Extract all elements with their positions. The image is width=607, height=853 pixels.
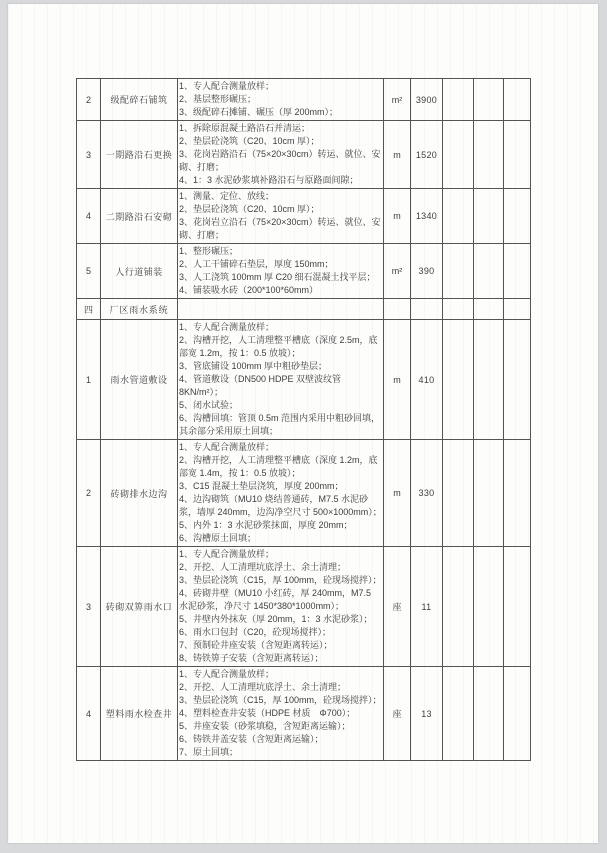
unit-cell: 座: [384, 547, 411, 667]
empty-cell-1: [443, 189, 474, 244]
item-name: 砖砌排水边沟: [101, 440, 178, 547]
empty-cell-3: [504, 547, 531, 667]
boq-table-body: [77, 79, 531, 761]
item-row: [77, 440, 531, 547]
work-description: [178, 667, 384, 761]
empty-cell-1: [443, 121, 474, 189]
desc-line: 2、人工干铺碎石垫层，厚度 150mm；: [179, 259, 334, 269]
desc-line: 1、测量、定位、放线；: [179, 191, 275, 201]
unit-cell: m: [384, 121, 411, 189]
empty-cell-2: [474, 320, 504, 440]
desc-line: 5、闭水试验；: [179, 400, 239, 410]
row-number: 四: [77, 299, 101, 320]
desc-line: 2、垫层砼浇筑（C20、10cm 厚）；: [179, 204, 320, 214]
unit-cell: m: [384, 440, 411, 547]
desc-line: 1、整形碾压；: [179, 246, 239, 256]
item-row: [77, 121, 531, 189]
desc-line: 1、专人配合测量放样；: [179, 442, 275, 452]
item-row: [77, 244, 531, 299]
empty-cell-2: [474, 244, 504, 299]
desc-line: 2、垫层砼浇筑（C20、10cm 厚）；: [179, 136, 320, 146]
desc-line: 7、原土回填；: [179, 747, 239, 757]
empty-cell-2: [474, 121, 504, 189]
empty-cell-1: [443, 244, 474, 299]
work-description: [178, 244, 384, 299]
item-row: [77, 320, 531, 440]
desc-line: 5、井壁内外抹灰（厚 20mm，1：3 水泥砂浆）；: [179, 614, 373, 624]
empty-cell-1: [443, 667, 474, 761]
empty-cell-2: [474, 79, 504, 121]
quantity-cell: [411, 299, 443, 320]
row-number: 3: [77, 547, 101, 667]
unit-cell: m²: [384, 244, 411, 299]
desc-line: 6、雨水口包封（C20，砼现场搅拌）；: [179, 627, 332, 637]
desc-line: 2、开挖、人工清理坑底浮土、余土清理；: [179, 562, 347, 572]
item-name: 人行道铺装: [101, 244, 178, 299]
item-row: [77, 667, 531, 761]
desc-line: 1、拆除原混凝土路沿石并清运；: [179, 123, 311, 133]
empty-cell-1: [443, 547, 474, 667]
work-description: [178, 440, 384, 547]
empty-cell-3: [504, 189, 531, 244]
item-row: [77, 79, 531, 121]
quantity-cell: 1520: [411, 121, 443, 189]
item-row: [77, 189, 531, 244]
item-name: 雨水管道敷设: [101, 320, 178, 440]
empty-cell-2: [474, 547, 504, 667]
desc-line: 1、专人配合测量放样；: [179, 322, 275, 332]
quantity-cell: 330: [411, 440, 443, 547]
desc-line: 4、边沟砌筑（MU10 烧结普通砖，M7.5 水泥砂浆，墙厚 240mm，边沟净空尺寸 500×1000mm）；: [179, 494, 382, 517]
document-page: [8, 4, 598, 843]
row-number: 2: [77, 79, 101, 121]
empty-cell-3: [504, 320, 531, 440]
unit-cell: [384, 299, 411, 320]
item-name: 砖砌双箅雨水口: [101, 547, 178, 667]
boq-table: [76, 78, 531, 761]
empty-cell-3: [504, 440, 531, 547]
item-name: 二期路沿石安砌: [101, 189, 178, 244]
empty-cell-3: [504, 244, 531, 299]
desc-line: 3、花岗岩立沿石（75×20×30cm）转运、就位、安砌、打磨；: [179, 217, 381, 240]
empty-cell-3: [504, 121, 531, 189]
desc-line: 7、预制砼井座安装（含短距离转运）；: [179, 640, 333, 650]
desc-line: 1、专人配合测量放样；: [179, 81, 275, 91]
desc-line: 6、沟槽回填：管顶 0.5m 范围内采用中粗砂回填，其余部分采用原土回填；: [179, 413, 381, 436]
desc-line: 5、井座安装（砂浆填稳，含短距离运输）；: [179, 721, 351, 731]
empty-cell-2: [474, 299, 504, 320]
row-number: 3: [77, 121, 101, 189]
work-description: [178, 299, 384, 320]
quantity-cell: 1340: [411, 189, 443, 244]
desc-line: 1、专人配合测量放样；: [179, 549, 275, 559]
quantity-cell: 11: [411, 547, 443, 667]
row-number: 1: [77, 320, 101, 440]
item-name: 塑料雨水检查井: [101, 667, 178, 761]
desc-line: 6、沟槽原土回填；: [179, 533, 257, 543]
desc-line: 5、内外 1：3 水泥砂浆抹面，厚度 20mm；: [179, 520, 353, 530]
desc-line: 2、沟槽开挖，人工清理整平槽底（深度 1.2m，底部宽 1.4m，按 1：0.5 放坡）；: [179, 455, 378, 478]
row-number: 5: [77, 244, 101, 299]
empty-cell-1: [443, 299, 474, 320]
desc-line: 3、级配碎石摊铺、碾压（厚 200mm）；: [179, 107, 339, 117]
desc-line: 4、砖砌井壁（MU10 小红砖，厚 240mm，M7.5 水泥砂浆，净尺寸 1450*380*1000mm）；: [179, 588, 372, 611]
item-row: [77, 547, 531, 667]
item-name: 厂区雨水系统: [101, 299, 178, 320]
desc-line: 3、花岗岩路沿石（75×20×30cm）转运、就位、安砌、打磨；: [179, 149, 381, 172]
empty-cell-2: [474, 189, 504, 244]
desc-line: 2、沟槽开挖，人工清理整平槽底（深度 2.5m，底部宽 1.2m，按 1：0.5 放坡）；: [179, 335, 378, 358]
empty-cell-1: [443, 79, 474, 121]
unit-cell: 座: [384, 667, 411, 761]
desc-line: 8、铸铁箅子安装（含短距离转运）；: [179, 653, 324, 663]
desc-line: 2、基层整形碾压；: [179, 94, 257, 104]
work-description: [178, 547, 384, 667]
desc-line: 4、塑料检查井安装（HDPE 材质 Φ700）；: [179, 708, 356, 718]
item-name: 级配碎石铺筑: [101, 79, 178, 121]
desc-line: 4、管道敷设（DN500 HDPE 双壁波纹管 8KN/m²）；: [179, 374, 342, 397]
work-description: [178, 79, 384, 121]
row-number: 4: [77, 667, 101, 761]
desc-line: 3、垫层砼浇筑（C15，厚 100mm，砼现场搅拌）；: [179, 575, 382, 585]
quantity-cell: 13: [411, 667, 443, 761]
unit-cell: m²: [384, 79, 411, 121]
quantity-cell: 390: [411, 244, 443, 299]
desc-line: 1、专人配合测量放样；: [179, 669, 275, 679]
unit-cell: m: [384, 189, 411, 244]
work-description: [178, 320, 384, 440]
unit-cell: m: [384, 320, 411, 440]
desc-line: 6、铸铁井盖安装（含短距离运输）；: [179, 734, 324, 744]
desc-line: 4、铺装吸水砖（200*100*60mm）: [179, 285, 319, 295]
empty-cell-3: [504, 667, 531, 761]
work-description: [178, 121, 384, 189]
desc-line: 3、人工浇筑 100mm 厚 C20 细石混凝土找平层；: [179, 272, 376, 282]
empty-cell-3: [504, 299, 531, 320]
empty-cell-3: [504, 79, 531, 121]
row-number: 4: [77, 189, 101, 244]
row-number: 2: [77, 440, 101, 547]
quantity-cell: 410: [411, 320, 443, 440]
item-name: 一期路沿石更换: [101, 121, 178, 189]
empty-cell-1: [443, 320, 474, 440]
section-row: [77, 299, 531, 320]
desc-line: 3、C15 混凝土垫层浇筑，厚度 200mm；: [179, 481, 344, 491]
desc-line: 2、开挖、人工清理坑底浮土、余土清理；: [179, 682, 347, 692]
empty-cell-1: [443, 440, 474, 547]
work-description: [178, 189, 384, 244]
desc-line: 3、管底铺设 100mm 厚中粗砂垫层；: [179, 361, 328, 371]
empty-cell-2: [474, 667, 504, 761]
desc-line: 4、1：3 水泥砂浆填补路沿石与原路面间隙；: [179, 175, 359, 185]
empty-cell-2: [474, 440, 504, 547]
quantity-cell: 3900: [411, 79, 443, 121]
desc-line: 3、垫层砼浇筑（C15，厚 100mm，砼现场搅拌）；: [179, 695, 382, 705]
